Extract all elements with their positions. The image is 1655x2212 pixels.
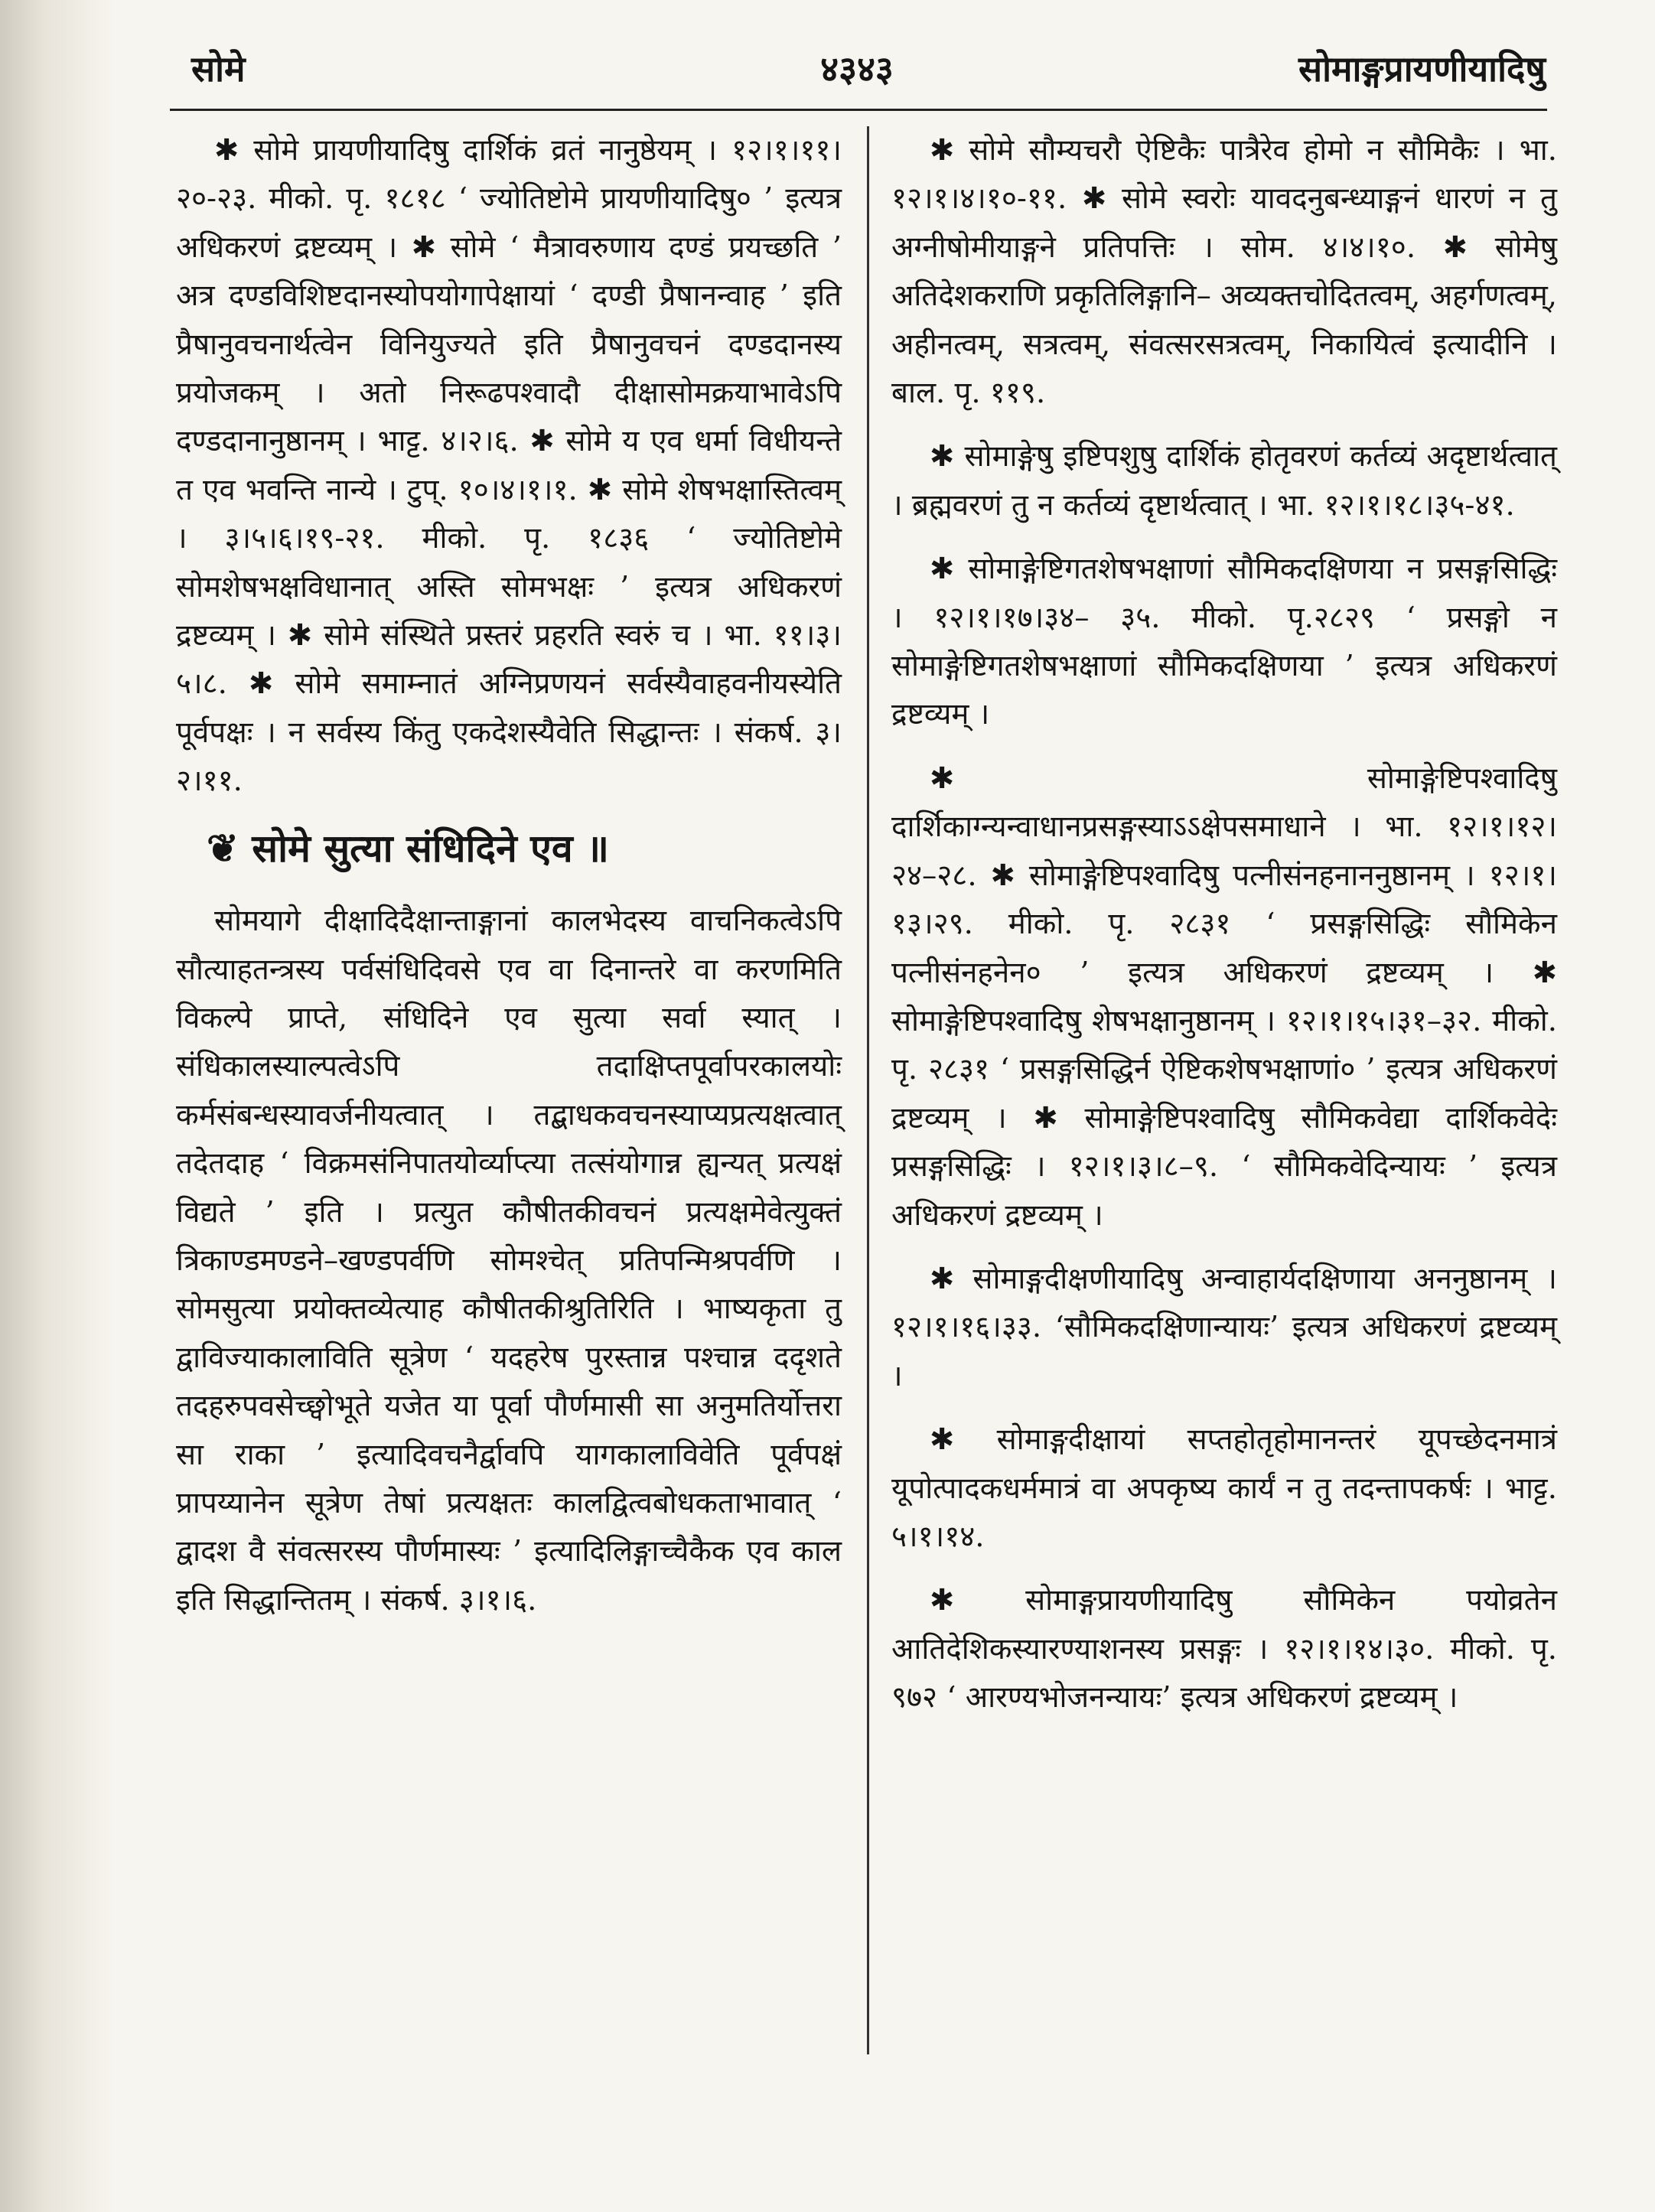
right-paragraph-6: ✱ सोमाङ्गदीक्षायां सप्तहोतृहोमानन्तरं यूपच्छेदनमात्रं यूपोत्पादकधर्ममात्रं वा अपकृष्य कार्यं न तु तदन्तापकर्षः । भाट्ट. ५।१।१४. [891,1422,1557,1554]
section-heading: ❦ सोमे सुत्या संधिदिने एव ॥ [207,825,609,871]
page-header [168,37,1546,106]
header-right-keyword: सोमाङ्गप्रायणीयादिषु [1298,48,1546,90]
right-paragraph-5: ✱ सोमाङ्गदीक्षणीयादिषु अन्वाहार्यदक्षिणाया अननुष्ठानम् । १२।१।१६।३३. ‘सौमिकदक्षिणान्यायः’ इत्यत्र अधिकरणं द्रष्टव्यम् । [891,1261,1557,1393]
left-paragraph-1: ✱ सोमे प्रायणीयादिषु दार्शिकं व्रतं नानुष्ठेयम् । १२।१।११।२०-२३. मीको. पृ. १८१८ ‘ ज्योतिष्टोमे प्रायणीयादिषु० ’ इत्यत्र अधिकरणं द्रष्टव्यम् । ✱ सोमे ‘ मैत्रावरुणाय दण्डं प्रयच्छति ’ अत्र दण्डविशिष्टदानस्योपयोगापेक्षायां ‘ दण्डी प्रैषानन्वाह ’ इति प्रैषानुवचनार्थत्वेन विनियुज्यते इति प्रैषानुवचनं दण्डदानस्य प्रयोजकम् । अतो निरूढपश्वादौ दीक्षासोमक्रयाभावेऽपि दण्डदानानुष्ठानम् । भाट्ट. ४।२।६. ✱ सोमे य एव धर्मा विधीयन्ते त एव भवन्ति नान्ये । टुप्. १०।४।१।१. ✱ सोमे शेषभक्षास्तित्वम् । ३।५।६।१९-२१. मीको. पृ. १८३६ ‘ ज्योतिष्टोमे सोमशेषभक्षविधानात् अस्ति सोमभक्षः ’ इत्यत्र अधिकरणं द्रष्टव्यम् । ✱ सोमे संस्थिते प्रस्तरं प्रहरति स्वरुं च । भा. ११।३।५।८. ✱ सोमे समाम्नातं अग्निप्रणयनं सर्वस्यैवाहवनीयस्येति पूर्वपक्षः । न सर्वस्य किंतु एकदेशस्यैवेति सिद्धान्तः । संकर्ष. ३।२।११. [176,133,842,799]
header-left-keyword: सोमे [191,48,246,90]
right-paragraph-3: ✱ सोमाङ्गेष्टिगतशेषभक्षाणां सौमिकदक्षिणया न प्रसङ्गसिद्धिः । १२।१।१७।३४– ३५. मीको. पृ.२८२९ ‘ प्रसङ्गो न सोमाङ्गेष्टिगतशेषभक्षाणां सौमिकदक्षिणया ’ इत्यत्र अधिकरणं द्रष्टव्यम् । [891,552,1557,732]
left-column [176,126,842,1624]
right-paragraph-2: ✱ सोमाङ्गेषु इष्टिपशुषु दार्शिकं होतृवरणं कर्तव्यं अदृष्टार्थत्वात् । ब्रह्मवरणं तु न कर्तव्यं दृष्टार्थत्वात् । भा. १२।१।१८।३५-४१. [891,439,1557,523]
right-paragraph-4: ✱ सोमाङ्गेष्टिपश्वादिषु दार्शिकाग्न्यन्वाधानप्रसङ्गस्याऽऽक्षेपसमाधाने । भा. १२।१।१२।२४–२८. ✱ सोमाङ्गेष्टिपश्वादिषु पत्नीसंनहनाननुष्ठानम् । १२।१।१३।२९. मीको. पृ. २८३१ ‘ प्रसङ्गसिद्धिः सौमिकेन पत्नीसंनहनेन० ’ इत्यत्र अधिकरणं द्रष्टव्यम् । ✱ सोमाङ्गेष्टिपश्वादिषु शेषभक्षानुष्ठानम् । १२।१।१५।३१–३२. मीको. पृ. २८३१ ‘ प्रसङ्गसिद्धिर्न ऐष्टिकशेषभक्षाणां० ’ इत्यत्र अधिकरणं द्रष्टव्यम् । ✱ सोमाङ्गेष्टिपश्वादिषु सौमिकवेद्या दार्शिकवेदेः प्रसङ्गसिद्धिः । १२।१।३।८–९. ‘ सौमिकवेदिन्यायः ’ इत्यत्र अधिकरणं द्रष्टव्यम् । [891,761,1557,1233]
right-paragraph-7: ✱ सोमाङ्गप्रायणीयादिषु सौमिकेन पयोव्रतेन आतिदेशिकस्यारण्याशनस्य प्रसङ्गः । १२।१।१४।३०. मीको. पृ. ९७२ ‘ आरण्यभोजनन्यायः’ इत्यत्र अधिकरणं द्रष्टव्यम् । [891,1583,1557,1715]
scan-binding-edge [0,0,115,2212]
page-number: ४३४३ [820,48,894,90]
left-paragraph-2: सोमयागे दीक्षादिदैक्षान्ताङ्गानां कालभेदस्य वाचनिकत्वेऽपि सौत्याहतन्त्रस्य पर्वसंधिदिवसे एव वा दिनान्तरे वा करणमिति विकल्पे प्राप्ते, संधिदिने एव सुत्या सर्वा स्यात् । संधिकालस्याल्पत्वेऽपि तदाक्षिप्तपूर्वापरकालयोः कर्मसंबन्धस्यावर्जनीयत्वात् । तद्बाधकवचनस्याप्यप्रत्यक्षत्वात् तदेतदाह ‘ विक्रमसंनिपातयोर्व्याप्त्या तत्संयोगान्न ह्यन्यत् प्रत्यक्षं विद्यते ’ इति । प्रत्युत कौषीतकीवचनं प्रत्यक्षमेवेत्युक्तं त्रिकाण्डमण्डने–खण्डपर्वणि सोमश्चेत् प्रतिपन्मिश्रपर्वणि । सोमसुत्या प्रयोक्तव्येत्याह कौषीतकीश्रुतिरिति । भाष्यकृता तु द्वाविज्याकालाविति सूत्रेण ‘ यदहरेष पुरस्तान्न पश्चान्न ददृशते तदहरुपवसेच्छ्वोभूते यजेत या पूर्वा पौर्णमासी सा अनुमतिर्योत्तरा सा राका ’ इत्यादिवचनैर्द्वावपि यागकालाविवेति पूर्वपक्षं प्रापय्यानेन सूत्रेण तेषां प्रत्यक्षतः कालद्वित्वबोधकताभावात् ‘ द्वादश वै संवत्सरस्य पौर्णमास्यः ’ इत्यादिलिङ्गाच्चैकैक एव काल इति सिद्धान्तितम् । संकर्ष. ३।१।६. [176,904,842,1617]
right-column [891,126,1557,1722]
right-paragraph-1: ✱ सोमे सौम्यचरौ ऐष्टिकैः पात्रैरेव होमो न सौमिकैः । भा. १२।१।४।१०-११. ✱ सोमे स्वरोः यावदनुबन्ध्याङ्गनं धारणं न तु अग्नीषोमीयाङ्गने प्रतिपत्तिः । सोम. ४।४।१०. ✱ सोमेषु अतिदेशकराणि प्रकृतिलिङ्गानि– अव्यक्तचोदितत्वम्, अहर्गणत्वम्, अहीनत्वम्, सत्रत्वम्, संवत्सरसत्रत्वम्, निकायित्वं इत्यादीनि । बाल. पृ. ११९. [891,133,1557,411]
column-divider [867,126,869,2054]
header-rule [170,109,1547,111]
